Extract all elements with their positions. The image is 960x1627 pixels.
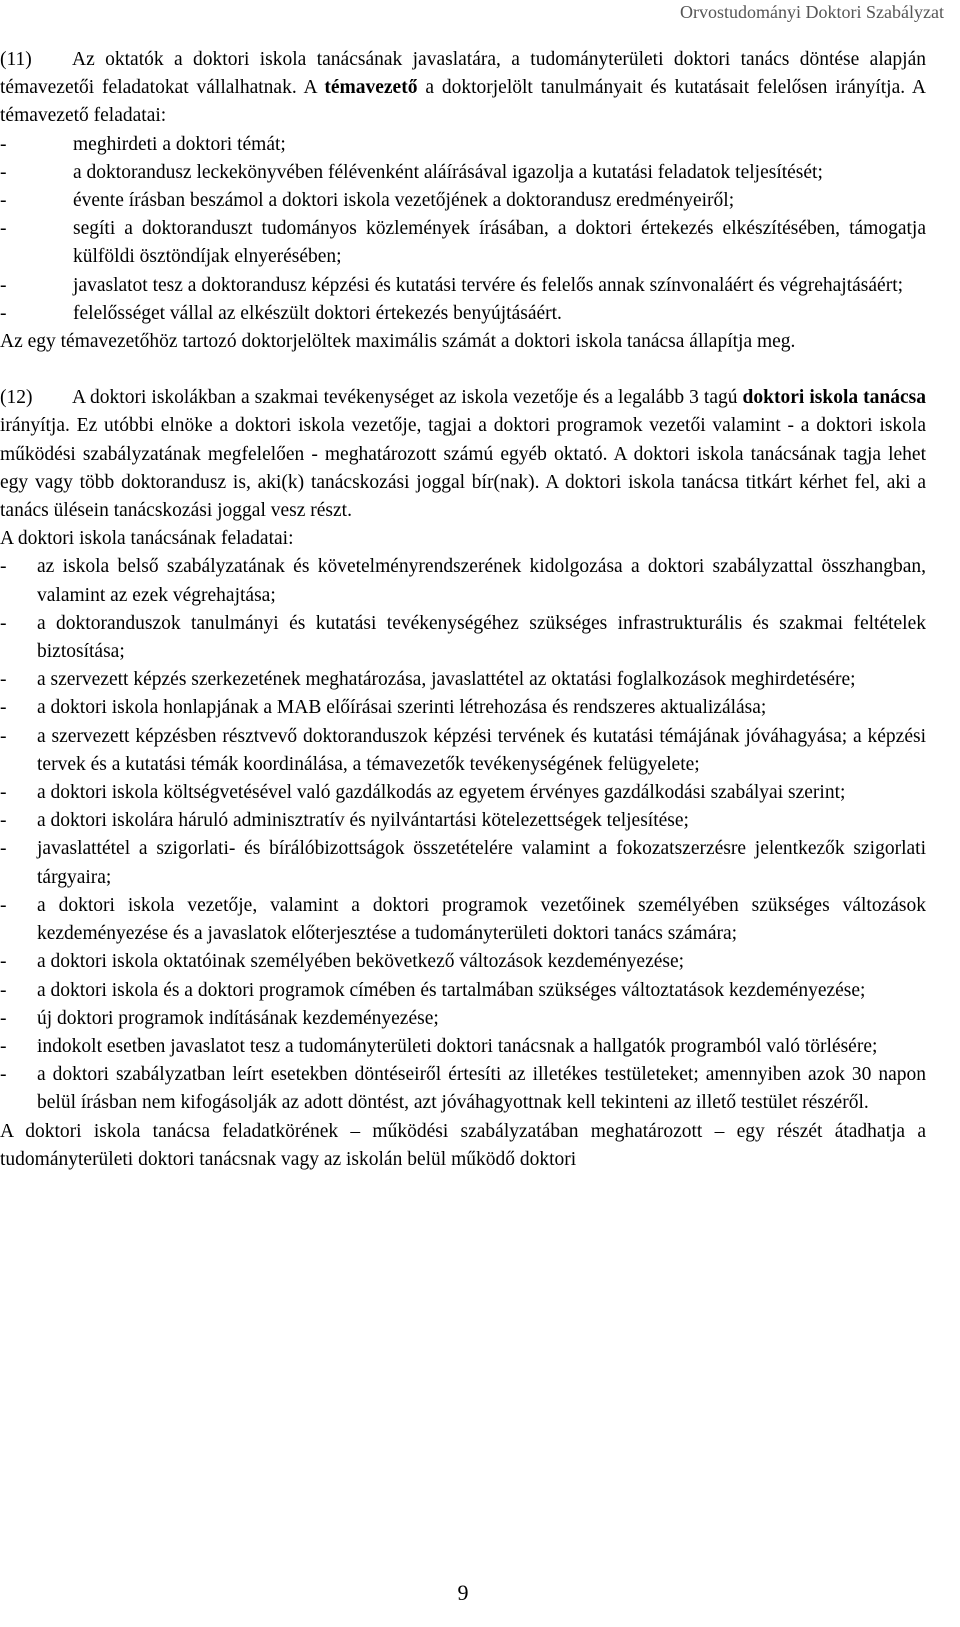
list-item: - új doktori programok indításának kezdeményezése; <box>0 1007 439 1029</box>
list-item: - felelősséget vállal az elkészült doktori értekezés benyújtásáért. <box>0 302 562 324</box>
list-item: - a doktoranduszok tanulmányi és kutatási tevékenységéhez szükséges infrastrukturális és szakmai feltételek biztosítása; <box>0 612 926 663</box>
list-item: - az iskola belső szabályzatának és követelményrendszerének kidolgozása a doktori szabályzattal összhangban, valamint az ezek végrehajtása; <box>0 556 926 606</box>
section-number: (11) <box>0 49 32 70</box>
list-item: - javaslattétel a szigorlati- és bírálóbizottságok összetételére valamint a fokozatszerzésre jelentkezők szigorlati tárgyaira; <box>0 838 926 888</box>
running-header: Orvostudományi Doktori Szabályzat <box>680 2 944 22</box>
bold-term: témavezető <box>324 77 418 99</box>
list-item: - a doktori iskola honlapjának a MAB előírásai szerinti létrehozása és rendszeres aktualizálása; <box>0 697 767 719</box>
list-item: - a doktori iskola oktatóinak személyében bekövetkező változások kezdeményezése; <box>0 951 685 973</box>
list-item: - segíti a doktoranduszt tudományos közlemények írásában, a doktori értekezés elkészítésében, támogatja külföldi ösztöndíjak elnyerésében; <box>0 218 926 268</box>
list-item: - a doktori iskola vezetője, valamint a doktori programok vezetőinek személyében szükséges változások kezdeményezése és a javaslatok előterjesztése a tudományterületi doktori tanács számára; <box>0 894 926 945</box>
section-11-closing: Az egy témavezetőhöz tartozó doktorjelöltek maximális számát a doktori iskola tanácsa állapítja meg. <box>0 331 796 353</box>
list-item: - a doktorandusz leckekönyvében félévenként aláírásával igazolja a kutatási feladatok teljesítését; <box>0 161 823 183</box>
list-item: - a szervezett képzésben résztvevő doktoranduszok képzési tervének és kutatási témájának jóváhagyása; a képzési tervek és a kutatási témák koordinálása, a témavezetők tevékenységének felügyelete; <box>0 725 926 775</box>
page-number: 9 <box>457 1580 469 1605</box>
list-item: - indokolt esetben javaslatot tesz a tudományterületi doktori tanácsnak a hallgatók programból való törlésére; <box>0 1035 878 1057</box>
council-duties-list <box>0 553 926 1117</box>
section-number: (12) <box>0 387 33 409</box>
document-body <box>0 46 926 1174</box>
paragraph-gap <box>0 356 926 384</box>
list-item: - a doktori iskolára háruló adminisztratív és nyilvántartási kötelezettségek teljesítése; <box>0 810 689 832</box>
council-duties-intro: A doktori iskola tanácsának feladatai: <box>0 528 294 550</box>
section-12-closing: A doktori iskola tanácsa feladatkörének – működési szabályzatában meghatározott – egy részét átadhatja a tudományterületi doktori tanácsnak vagy az iskolán belül működő doktori <box>0 1120 926 1170</box>
list-item: - a doktori iskola és a doktori programok címében és tartalmában szükséges változtatások kezdeményezése; <box>0 979 866 1001</box>
section-12-paragraph: (12) A doktori iskolákban a szakmai tevékenységet az iskola vezetője és a legalább 3 tagú doktori iskola tanácsa irányítja. Ez utóbbi elnöke a doktori iskola vezetője, tagjai a doktori programok vezetői valamint - a doktori iskola működési szabályzatának megfelelően - meghatározott számú egyéb oktató. A doktori iskola tanácsának tagja lehet egy vagy több doktorandusz is, aki(k) tanácskozási joggal bír(nak). A doktori iskola tanácsa titkárt kérhet fel, aki a tanács ülésein tanácskozási joggal vesz részt. <box>0 384 926 525</box>
list-item: - a doktori szabályzatban leírt esetekben döntéseiről értesíti az illetékes testületeket; amennyiben azok 30 napon belül írásban nem kifogásolják az adott döntést, azt jóváhagyottnak kell tekinteni az illető testület részéről. <box>0 1064 926 1114</box>
list-item: - a doktori iskola költségvetésével való gazdálkodás az egyetem érvényes gazdálkodási szabályai szerint; <box>0 782 846 804</box>
bold-term: doktori iskola tanácsa <box>742 387 926 409</box>
list-item: - a szervezett képzés szerkezetének meghatározása, javaslattétel az oktatási foglalkozások meghirdetésére; <box>0 669 856 691</box>
list-item: - javaslatot tesz a doktorandusz képzési és kutatási tervére és felelős annak színvonaláért és végrehajtásáért; <box>0 274 904 296</box>
section-11-paragraph: (11) Az oktatók a doktori iskola tanácsának javaslatára, a tudományterületi doktori tanács döntése alapján témavezetői feladatokat vállalhatnak. A témavezető a doktorjelölt tanulmányait és kutatásait felelősen irányítja. A témavezető feladatai: <box>0 46 926 131</box>
list-item: - évente írásban beszámol a doktori iskola vezetőjének a doktorandusz eredményeiről; <box>0 190 735 212</box>
list-item: - meghirdeti a doktori témát; <box>0 133 286 155</box>
supervisor-duties-list <box>0 131 926 328</box>
